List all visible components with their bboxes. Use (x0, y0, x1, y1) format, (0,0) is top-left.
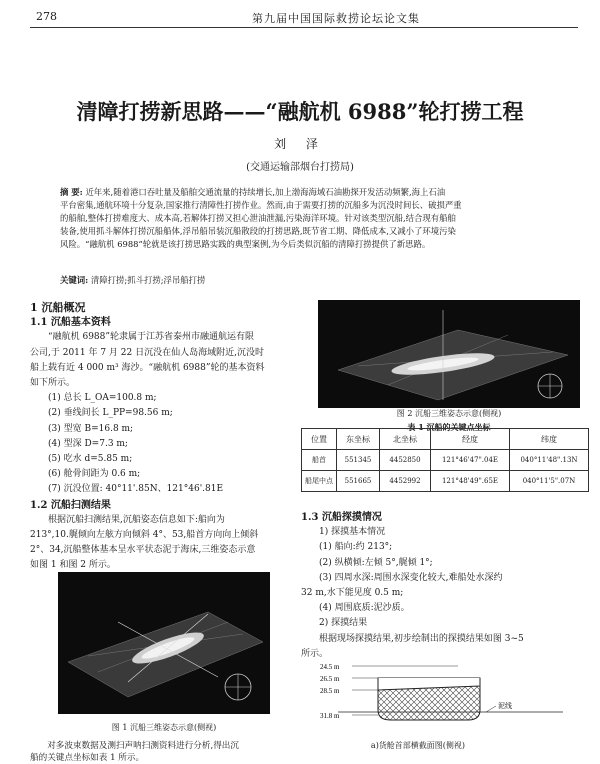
list-item: 2) 探摸结果 (319, 618, 368, 629)
figure-2-caption: 图 2 沉船三维姿态示意(侧视) (396, 409, 502, 418)
keywords-text: 清障打捞;抓斗打捞;浮吊船打捞 (90, 275, 206, 285)
table-cell: 040°11'48".13N (510, 450, 589, 471)
table-cell: 4452850 (380, 450, 431, 471)
list-item: (6) 舱骨间距为 0.6 m; (48, 469, 141, 480)
list-item: 根据现场探摸结果,初步绘制出的探摸结果如图 3~5 (319, 633, 524, 644)
paragraph-line: 如图 1 和图 2 所示。 (30, 560, 116, 571)
subsection-heading: 1.1 沉船基本资料 (30, 317, 111, 329)
abstract-line: 近年来,随着港口吞吐量及船舶交通流量的持续增长,加上渤海海域石油勘探开发活动频繁,海上石油 (85, 187, 446, 197)
table-1-title: 表 1 沉船的关键点坐标 (407, 422, 491, 432)
abstract-line: 平台密集,通航环境十分复杂,国家推行清障性打捞作业。然而,由于需要打捞的沉船多为沉没时间长、破损严重 (60, 199, 462, 210)
paragraph-line: 所示。 (301, 648, 329, 659)
list-item: (1) 总长 L_OA=100.8 m; (48, 393, 157, 404)
subsection-heading: 1.3 沉船探摸情况 (301, 512, 382, 523)
paragraph-line: 2°、34,沉船整体基本呈水平状态泥于海床,三维姿态示意 (30, 545, 256, 556)
paper-title: 清障打捞新思路——“融航机 6988”轮打捞工程 (76, 99, 524, 124)
paragraph: 根据沉船扫测结果,沉船姿态信息如下:船向为 (48, 514, 225, 525)
paragraph-line: 船上载有近 4 000 m³ 海沙。“融航机 6988”轮的基本资料 (30, 362, 265, 373)
list-item: (3) 四周水深:周围水深变化较大,难船处水深约 (319, 572, 503, 583)
table-header-cell: 东坐标 (337, 429, 380, 450)
list-item: (2) 垂线间长 L_PP=98.56 m; (48, 408, 173, 419)
abstract-label: 摘 要: (60, 187, 83, 197)
figure-1-sonar-image (58, 572, 270, 714)
figure-1-caption: 图 1 沉船三维姿态示意(侧视) (111, 723, 217, 732)
depth-label: 28.5 m (320, 687, 340, 695)
paragraph: “融航机 6988”轮隶属于江苏省泰州市融通航运有限 (48, 332, 254, 343)
table-row (302, 450, 589, 471)
table-cell: 121°48'49".65E (431, 471, 510, 492)
affiliation: (交通运输部烟台打捞局) (246, 162, 354, 173)
abstract-line: 的船舶,整体打捞难度大、成本高,若解体打捞又担心泄油泄漏,污染海洋环境。针对该类型沉船,结合现有船舶 (60, 212, 456, 223)
table-cell: 船尾中点 (302, 471, 337, 492)
table-cell: 551665 (337, 471, 380, 492)
list-item: 1) 探摸基本情况 (319, 527, 386, 538)
left-column-bottom (30, 740, 286, 764)
list-item: (4) 型深 D=7.3 m; (48, 438, 128, 449)
author: 刘 泽 (274, 137, 326, 151)
table-cell: 船首 (302, 450, 337, 471)
header-rule (30, 27, 578, 28)
mud-line-label: 泥线 (498, 702, 512, 710)
depth-label: 31.8 m (320, 712, 340, 720)
section-heading: 1 沉船概况 (30, 301, 86, 314)
subsection-heading: 1.2 沉船扫测结果 (30, 499, 111, 511)
paragraph-line: 船的关键点坐标如表 1 所示。 (30, 753, 145, 763)
list-item: (7) 沉没位置: 40°11'.85N、121°46'.81E (48, 484, 224, 495)
list-item: (4) 周围底质:泥沙质。 (319, 603, 410, 614)
figure-3-caption: a)货舱首部横截面图(侧视) (370, 741, 466, 750)
table-cell: 121°46'47".04E (431, 450, 510, 471)
list-item: (2) 纵横倾:左倾 5°,艉倾 1°; (319, 557, 433, 568)
left-column-top (30, 300, 286, 574)
list-item: (5) 吃水 d=5.85 m; (48, 454, 133, 465)
keywords-label: 关键词: (60, 275, 89, 285)
paragraph-line: 公司,于 2011 年 7 月 22 日沉没在仙人岛海域附近,沉没时 (30, 347, 264, 358)
abstract-line: 装备,使用抓斗解体打捞沉船船体,浮吊船吊装沉船散段的打捞思路,既节省工期、降低成本,又减小了环境污染 (60, 225, 456, 236)
list-item: (1) 船向:约 213°; (319, 542, 393, 553)
paragraph: 对多波束数据及测扫声呐扫测资料进行分析,得出沉 (47, 741, 239, 751)
paragraph-line: 32 m,水下能见度 0.5 m; (301, 588, 404, 599)
paragraph-line: 如下所示。 (30, 378, 76, 389)
page-number: 278 (36, 10, 57, 23)
table-header-cell: 纬度 (510, 429, 589, 450)
abstract (60, 186, 538, 251)
depth-label: 26.5 m (320, 675, 340, 683)
table-cell: 040°11'5".07N (510, 471, 589, 492)
sonar-render (58, 572, 270, 714)
depth-label: 24.5 m (320, 663, 340, 671)
sonar-render-2 (318, 300, 580, 408)
figure-2-sonar-image (318, 300, 580, 408)
table-cell: 551345 (337, 450, 380, 471)
table-header-row (302, 429, 589, 450)
table-cell: 4452992 (380, 471, 431, 492)
table-row (302, 471, 589, 492)
figure-3-cross-section (318, 660, 580, 738)
table-header-cell: 北坐标 (380, 429, 431, 450)
table-header-cell: 位置 (302, 429, 337, 450)
abstract-line: 风险。“融航机 6988”轮就是该打捞思路实践的典型案例,为今后类似沉船的清障打捞提供了新思路。 (60, 238, 431, 249)
list-item: (3) 型宽 B=16.8 m; (48, 423, 134, 434)
journal-title: 第九届中国国际救捞论坛论文集 (252, 12, 420, 25)
cross-section-diagram (318, 660, 580, 738)
paragraph-line: 213°,10.艉倾向左舷方向倾斜 4°、53,船首方向向上倾斜 (30, 530, 259, 541)
right-column-text (301, 510, 589, 662)
running-header (30, 6, 578, 28)
table-header-cell: 经度 (431, 429, 510, 450)
keywords (60, 274, 538, 286)
key-points-table (301, 428, 589, 492)
